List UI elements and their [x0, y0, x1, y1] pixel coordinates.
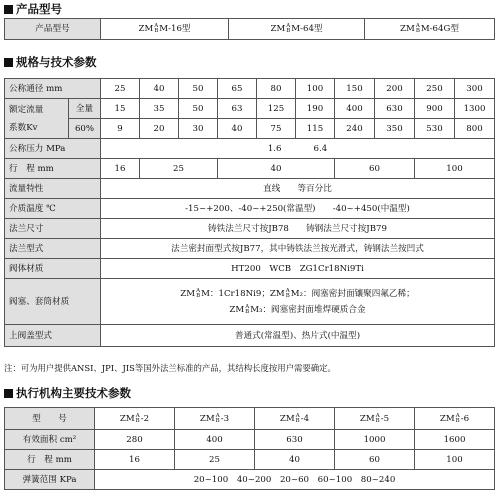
act-stroke-label: 行 程 mm	[5, 450, 95, 470]
note-text: 注：可为用户提供ANSI、JPI、JIS等国外法兰标准的产品，其结构长度按用户需要确定。	[4, 363, 336, 373]
cell: 150	[335, 79, 375, 99]
cell: 200	[375, 79, 415, 99]
cell: 25	[101, 79, 140, 99]
bonnet-label: 上阀盖型式	[5, 325, 101, 347]
flange-label: 法兰尺寸	[5, 219, 101, 239]
section-title-model: 产品型号	[4, 2, 62, 16]
model-m64: ZMA BM-64型	[229, 19, 365, 40]
flow-row	[5, 179, 495, 199]
bonnet-value: 普通式(常温型)、热片式(中温型)	[101, 325, 495, 347]
cell: 400	[175, 430, 255, 450]
temp-label: 介质温度 ℃	[5, 199, 101, 219]
model-label: 产品型号	[5, 19, 101, 40]
cell: 20	[140, 119, 179, 139]
cell: 40	[140, 79, 179, 99]
cell: 9	[101, 119, 140, 139]
cell: 25	[175, 450, 255, 470]
cell: 100	[415, 159, 495, 179]
body-value: HT200 WCB ZG1Cr18Ni9Ti	[101, 259, 495, 279]
bullet-square-icon	[4, 389, 13, 398]
ftype-label: 法兰型式	[5, 239, 101, 259]
cell: 35	[140, 99, 179, 119]
section-title-spec: 规格与技术参数	[4, 55, 97, 69]
cell: 100	[415, 450, 495, 470]
bullet-square-icon	[4, 5, 13, 14]
cell: 630	[375, 99, 415, 119]
cell: 30	[179, 119, 218, 139]
cell: 60	[335, 159, 415, 179]
cell: 40	[255, 450, 335, 470]
act-type-label: 型 号	[5, 408, 95, 430]
act-area-row	[5, 430, 495, 450]
actuator-table	[4, 407, 495, 490]
model-m16: ZMA BM-16型	[101, 19, 229, 40]
stroke-label: 行 程 mm	[5, 159, 101, 179]
cell: 65	[218, 79, 257, 99]
ftype-row	[5, 239, 495, 259]
act-type-row	[5, 408, 495, 430]
cell: 100	[296, 79, 335, 99]
cell: 50	[179, 79, 218, 99]
temp-value: -15~+200、-40~+250(常温型) -40~+450(中温型)	[101, 199, 495, 219]
act-area-label: 有效面积 cm²	[5, 430, 95, 450]
body-label: 阀体材质	[5, 259, 101, 279]
kv-60-row	[5, 119, 495, 139]
cell: 800	[455, 119, 495, 139]
dn-row	[5, 79, 495, 99]
act-spring-label: 弹簧范围 KPa	[5, 470, 95, 490]
cell: 250	[415, 79, 455, 99]
bonnet-row	[5, 325, 495, 347]
act-spring-value: 20~100 40~200 20~60 60~100 80~240	[95, 470, 495, 490]
act-type-cell: ZMA B-3	[175, 408, 255, 430]
flow-value: 直线 等百分比	[101, 179, 495, 199]
trim-row	[5, 279, 495, 325]
model-m64g: ZMA BM-64G型	[365, 19, 495, 40]
pn-value: 1.6 6.4	[101, 139, 495, 159]
cell: 63	[218, 99, 257, 119]
cell: 16	[95, 450, 175, 470]
flange-value: 铸铁法兰尺寸按JB78 铸钢法兰尺寸按JB79	[101, 219, 495, 239]
pn-label: 公称压力 MPa	[5, 139, 101, 159]
cell: 350	[375, 119, 415, 139]
cell: 15	[101, 99, 140, 119]
kv-label: 额定流量 系数Kv	[5, 99, 69, 139]
section-title-actuator: 执行机构主要技术参数	[4, 386, 131, 400]
cell: 40	[218, 119, 257, 139]
trim-label: 阀塞、套筒材质	[5, 279, 101, 325]
model-table	[4, 18, 495, 40]
act-type-cell: ZMA B-2	[95, 408, 175, 430]
cell: 630	[255, 430, 335, 450]
ftype-value: 法兰密封面型式按JB77，其中铸铁法兰按光滑式，铸钢法兰按凹式	[101, 239, 495, 259]
cell: 1000	[335, 430, 415, 450]
cell: 25	[140, 159, 218, 179]
body-row	[5, 259, 495, 279]
cell: 75	[257, 119, 296, 139]
act-type-cell: ZMA B-4	[255, 408, 335, 430]
act-type-cell: ZMA B-6	[415, 408, 495, 430]
dn-label: 公称通径 mm	[5, 79, 101, 99]
kv-full-row	[5, 99, 495, 119]
cell: 80	[257, 79, 296, 99]
stroke-row	[5, 159, 495, 179]
flange-row	[5, 219, 495, 239]
temp-row	[5, 199, 495, 219]
cell: 190	[296, 99, 335, 119]
cell: 125	[257, 99, 296, 119]
bullet-square-icon	[4, 58, 13, 67]
act-type-cell: ZMA B-5	[335, 408, 415, 430]
kv-full-label: 全量	[69, 99, 101, 119]
cell: 400	[335, 99, 375, 119]
act-stroke-row	[5, 450, 495, 470]
cell: 50	[179, 99, 218, 119]
cell: 530	[415, 119, 455, 139]
cell: 40	[218, 159, 335, 179]
cell: 280	[95, 430, 175, 450]
cell: 115	[296, 119, 335, 139]
cell: 1600	[415, 430, 495, 450]
cell: 1300	[455, 99, 495, 119]
cell: 16	[101, 159, 140, 179]
cell: 900	[415, 99, 455, 119]
cell: 240	[335, 119, 375, 139]
act-spring-row	[5, 470, 495, 490]
cell: 60	[335, 450, 415, 470]
pn-row	[5, 139, 495, 159]
cell: 300	[455, 79, 495, 99]
spec-table	[4, 78, 495, 347]
kv-60-label: 60%	[69, 119, 101, 139]
flow-label: 流量特性	[5, 179, 101, 199]
trim-value: ZMA BM：1Cr18Ni9；ZMA BM₂：阀塞密封面镶聚四氟乙稀； ZMA BM₃：阀塞密封面堆焊硬质合金	[101, 279, 495, 325]
